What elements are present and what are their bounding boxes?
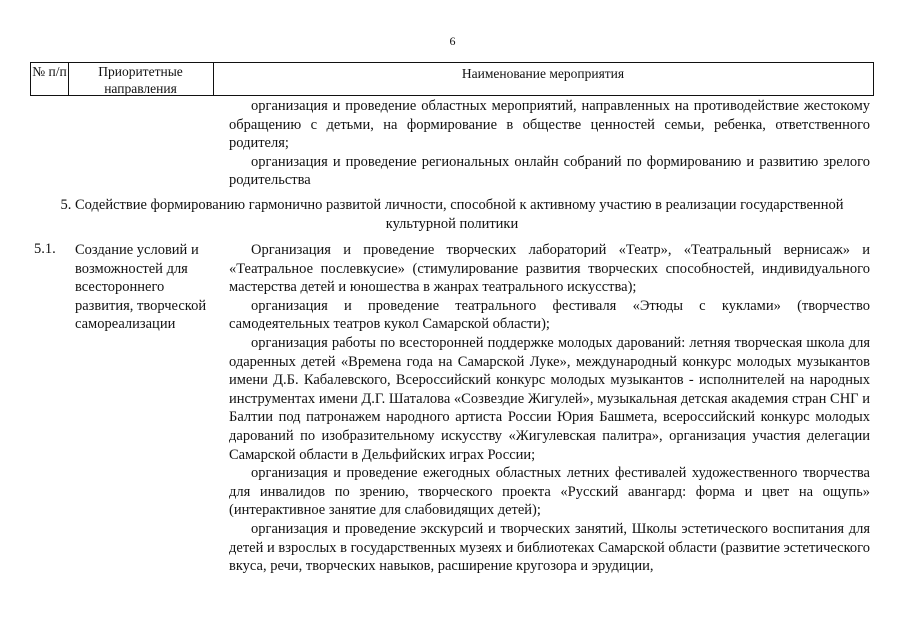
section-heading: 5. Содействие формированию гармонично развитой личности, способной к активному участию в реализации государственной культурной политики	[60, 197, 844, 232]
row-number: 5.1.	[34, 241, 56, 257]
paragraph: организация и проведение экскурсий и творческих занятий, Школы эстетического воспитания для детей и взрослых в государственных музеях и библиотеках Самарской области (развитие эстетического вкуса, речи, творческих навыков, расширение кругозора и эрудиции,	[229, 520, 870, 575]
page-number: 6	[449, 34, 456, 48]
paragraph: организация и проведение ежегодных областных летних фестивалей художественного творчества для инвалидов по зрению, творческого проекта «Русский авангард: форма и цвет на ощупь» (интерактивное занятие для слабовидящих детей);	[229, 465, 870, 519]
row-direction: Создание условий и возможностей для всестороннего развития, творческой самореализации	[75, 242, 207, 333]
paragraph: организация и проведение областных мероприятий, направленных на противодействие жестокому обращению с детьми, на формирование в обществе ценностей семьи, ребенка, ответственного родителя;	[229, 98, 870, 152]
paragraph: Организация и проведение творческих лабораторий «Театр», «Театральный вернисаж» и «Театральное послевкусие» (стимулирование развития творческих способностей, индивидуального мастерства детей и юношества в жанрах театрального искусства);	[229, 242, 870, 296]
header-col-event: Наименование мероприятия	[461, 66, 625, 81]
header-col-direction: Приоритетные направления	[68, 63, 214, 95]
row-event-text	[229, 241, 870, 576]
paragraph: организация и проведение театрального фестиваля «Этюды с куклами» (творчество самодеятельных театров кукол Самарской области);	[229, 297, 870, 333]
table-header	[30, 62, 874, 96]
paragraph: организация и проведение региональных онлайн собраний по формированию и развитию зрелого родительства	[229, 153, 870, 189]
header-col-number: № п/п	[31, 63, 69, 95]
top-continuation-text	[229, 97, 870, 190]
paragraph: организация работы по всесторонней поддержке молодых дарований: летняя творческая школа для одаренных детей «Времена года на Самарской Луке», международный конкурс молодых музыкантов имени Д.Б. Кабалевского, Всероссийский конкурс молодых музыкантов - исполнителей на народных инструментах имени Д.Г. Шаталова «Созвездие Жигулей», музыкальная детская академия стран СНГ и Балтии под патронажем народного артиста России Юрия Башмета, всероссийский конкурс молодых дарований по изобразительному искусству «Жигулевская палитра», организация участия делегации Самарской области в Дельфийских играх России;	[229, 334, 870, 463]
